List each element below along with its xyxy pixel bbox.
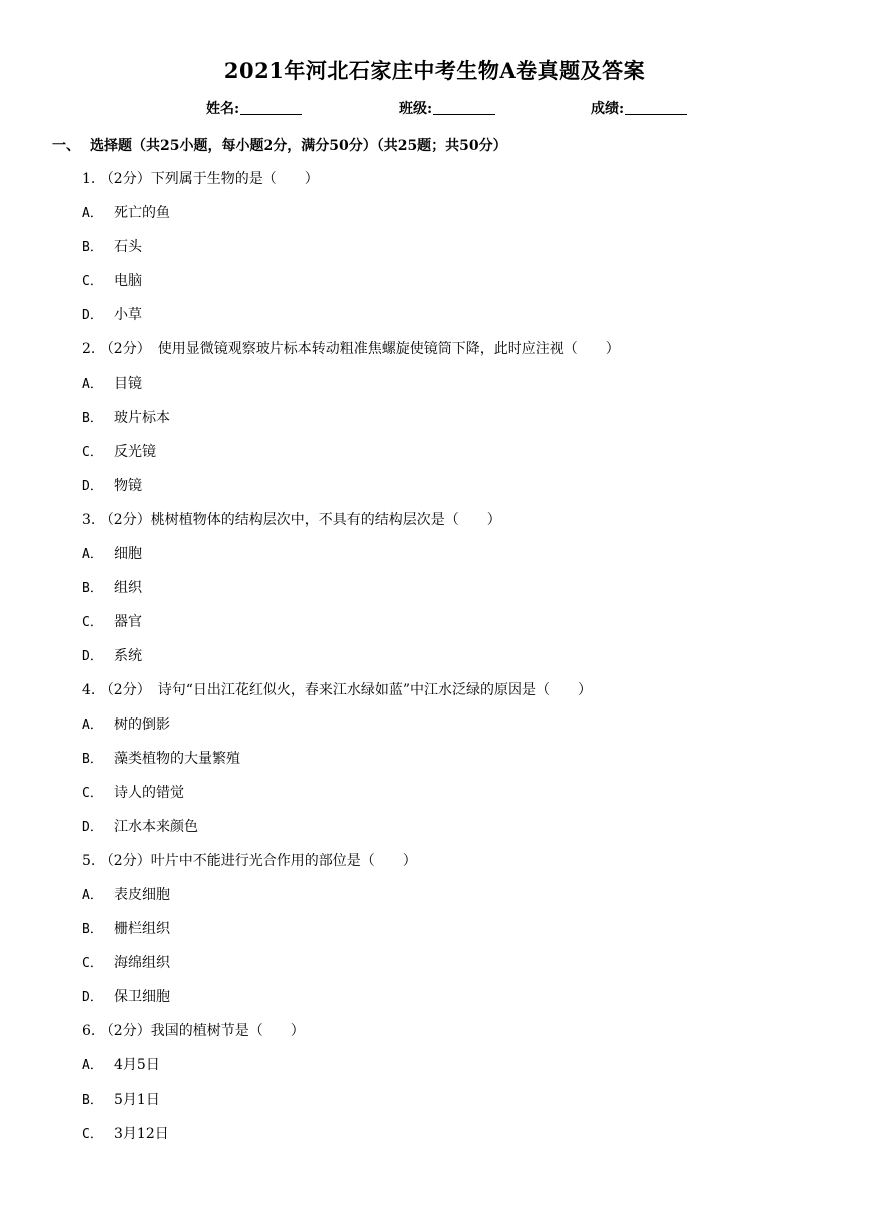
option-text: 5月1日 (114, 1091, 160, 1108)
question-text: （2分）我国的植树节是（ ） (99, 1023, 305, 1040)
option-letter: D． (82, 308, 103, 324)
option-letter: A． (82, 206, 103, 222)
option-letter: B． (82, 751, 103, 767)
question-number: 1. (82, 171, 96, 187)
option-text: 栅栏组织 (114, 921, 170, 938)
option-text: 保卫细胞 (114, 989, 170, 1006)
option-text: 死亡的鱼 (114, 205, 170, 222)
option-text: 4月5日 (114, 1057, 160, 1074)
option-row (0, 884, 869, 918)
option-row (0, 816, 869, 850)
option-text: 组织 (114, 580, 142, 597)
name-label: 姓名: (206, 101, 240, 117)
option-letter: C． (82, 274, 103, 290)
option-text: 树的倒影 (114, 716, 170, 733)
option-row (0, 986, 869, 1020)
option-row (0, 543, 869, 577)
option-row (0, 407, 869, 441)
question-stem (0, 338, 869, 372)
option-text: 表皮细胞 (114, 886, 170, 903)
option-text: 藻类植物的大量繁殖 (114, 750, 240, 767)
option-letter: A． (82, 376, 103, 392)
option-row (0, 748, 869, 782)
question-stem (0, 509, 869, 543)
option-text: 电脑 (114, 273, 142, 290)
question-number: 5. (82, 852, 96, 869)
option-letter: D． (82, 478, 103, 494)
option-letter: B． (82, 240, 103, 256)
option-text: 系统 (114, 648, 142, 665)
question-number: 2. (82, 341, 96, 358)
option-row (0, 475, 869, 509)
class-label: 班级: (399, 101, 433, 117)
option-letter: D． (82, 990, 103, 1006)
score-blank (625, 100, 687, 115)
question-number: 3. (82, 511, 96, 528)
question-number: 6. (82, 1023, 96, 1040)
option-text: 玻片标本 (114, 409, 170, 426)
option-row (0, 304, 869, 338)
option-text: 小草 (114, 307, 142, 324)
option-letter: D． (82, 819, 103, 835)
option-letter: B． (82, 922, 103, 938)
option-letter: C． (82, 615, 103, 631)
option-row (0, 918, 869, 952)
question-stem (0, 850, 869, 884)
class-field (399, 98, 495, 118)
question-stem (0, 168, 869, 202)
page-title: 2021年河北石家庄中考生物A卷真题及答案 (223, 58, 646, 83)
question-stem (0, 679, 869, 713)
option-letter: B． (82, 581, 103, 597)
option-row (0, 714, 869, 748)
option-text: 物镜 (114, 477, 142, 494)
option-text: 诗人的错觉 (114, 784, 184, 801)
name-field (206, 98, 302, 118)
option-text: 器官 (114, 614, 142, 631)
option-row (0, 952, 869, 986)
option-row (0, 1054, 869, 1088)
option-letter: C． (82, 1126, 103, 1142)
question-text: （2分）下列属于生物的是（ ） (99, 171, 319, 187)
question-number: 4. (82, 682, 96, 699)
option-letter: A． (82, 547, 103, 563)
option-row (0, 645, 869, 679)
question-list (0, 168, 869, 1157)
option-text: 3月12日 (114, 1125, 169, 1142)
option-row (0, 441, 869, 475)
score-field (591, 98, 687, 118)
section-title: 选择题（共25小题，每小题2分，满分50分）（共25题；共50分） (90, 138, 507, 154)
option-text: 石头 (114, 239, 142, 256)
option-letter: B． (82, 1092, 103, 1108)
option-text: 细胞 (114, 546, 142, 563)
option-letter: A． (82, 717, 103, 733)
option-letter: C． (82, 444, 103, 460)
option-row (0, 1123, 869, 1157)
question-stem (0, 1020, 869, 1054)
option-letter: A． (82, 887, 103, 903)
option-row (0, 782, 869, 816)
option-row (0, 611, 869, 645)
class-blank (433, 100, 495, 115)
option-text: 海绵组织 (114, 955, 170, 972)
question-text: （2分）叶片中不能进行光合作用的部位是（ ） (99, 852, 417, 869)
question-text: （2分）桃树植物体的结构层次中，不具有的结构层次是（ ） (99, 511, 501, 528)
option-row (0, 270, 869, 304)
option-letter: A． (82, 1058, 103, 1074)
question-text: （2分） 使用显微镜观察玻片标本转动粗准焦螺旋使镜筒下降，此时应注视（ ） (99, 341, 620, 358)
option-row (0, 577, 869, 611)
option-row (0, 202, 869, 236)
option-row (0, 1089, 869, 1123)
option-text: 江水本来颜色 (114, 818, 198, 835)
question-text: （2分） 诗句“日出江花红似火，春来江水绿如蓝”中江水泛绿的原因是（ ） (99, 682, 593, 699)
option-letter: C． (82, 785, 103, 801)
option-row (0, 236, 869, 270)
option-row (0, 373, 869, 407)
option-letter: C． (82, 956, 103, 972)
option-letter: B． (82, 410, 103, 426)
score-label: 成绩: (591, 101, 625, 117)
option-text: 反光镜 (114, 443, 156, 460)
option-letter: D． (82, 649, 103, 665)
section-heading (52, 135, 507, 155)
option-text: 目镜 (114, 375, 142, 392)
name-blank (240, 100, 302, 115)
student-info-row (0, 98, 869, 120)
section-number: 一、 (52, 138, 80, 154)
